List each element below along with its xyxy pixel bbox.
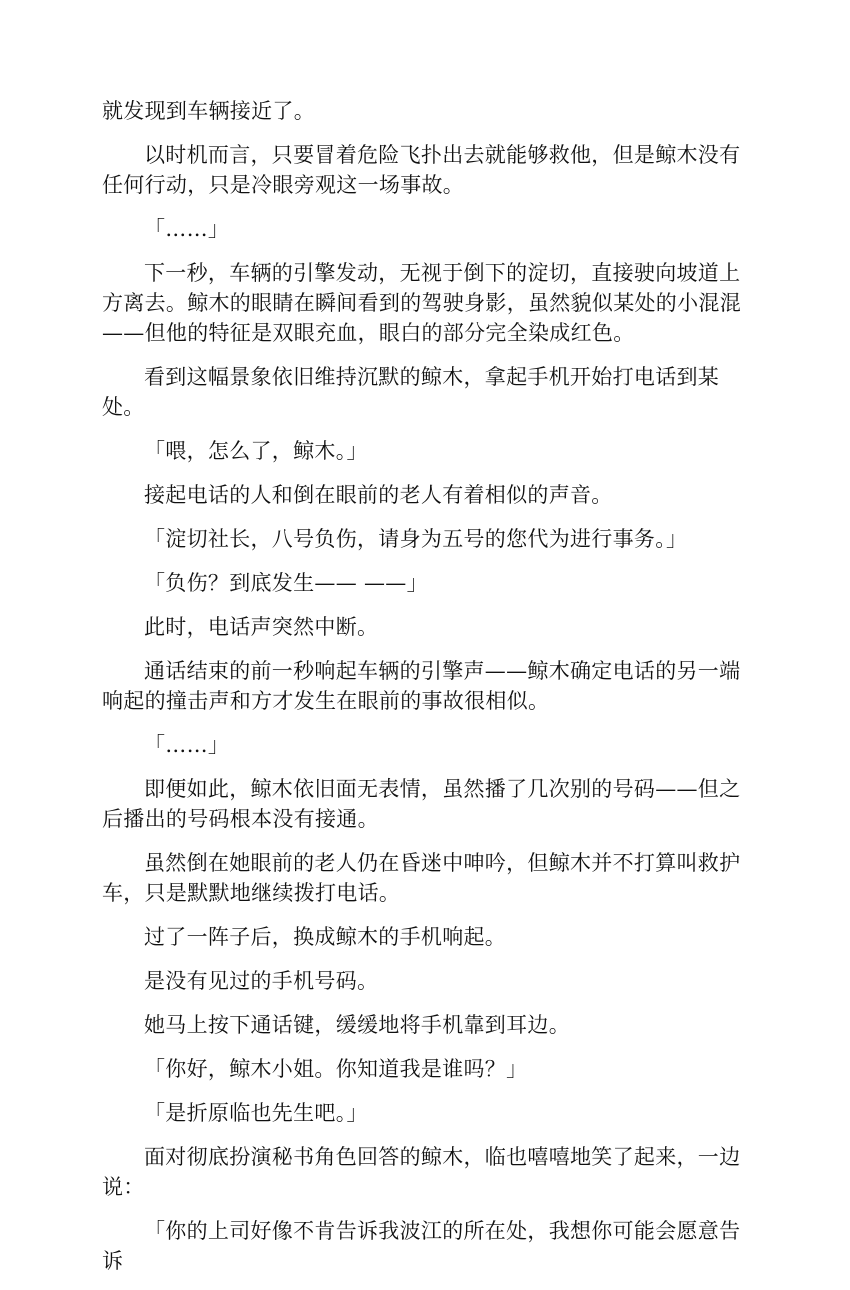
paragraph: 看到这幅景象依旧维持沉默的鲸木，拿起手机开始打电话到某处。 xyxy=(102,365,720,419)
paragraph: 下一秒，车辆的引擎发动，无视于倒下的淀切，直接驶向坡道上方离去。鲸木的眼睛在瞬间看到的驾驶身影，虽然貌似某处的小混混——但他的特征是双眼充血，眼白的部分完全染成红色。 xyxy=(102,261,741,345)
dialogue-line: 「……」 xyxy=(144,733,230,757)
paragraph: 此时，电话声突然中断。 xyxy=(144,615,379,639)
dialogue-line: 「负伤？到底发生—— ——」 xyxy=(144,571,428,595)
paragraph: 是没有见过的手机号码。 xyxy=(144,969,379,993)
paragraph: 接起电话的人和倒在眼前的老人有着相似的声音。 xyxy=(144,483,613,507)
dialogue-line: 「你好，鲸木小姐。你知道我是谁吗？」 xyxy=(144,1057,528,1081)
paragraph: 面对彻底扮演秘书角色回答的鲸木，临也嘻嘻地笑了起来，一边说： xyxy=(102,1145,741,1199)
paragraph: 过了一阵子后，换成鲸木的手机响起。 xyxy=(144,925,507,949)
paragraph: 以时机而言，只要冒着危险飞扑出去就能够救他，但是鲸木没有任何行动，只是冷眼旁观这一场事故。 xyxy=(102,143,741,197)
dialogue-line: 「你的上司好像不肯告诉我波江的所在处，我想你可能会愿意告诉 xyxy=(102,1219,741,1273)
paragraph: 虽然倒在她眼前的老人仍在昏迷中呻吟，但鲸木并不打算叫救护车，只是默默地继续拨打电话。 xyxy=(102,851,741,905)
dialogue-line: 「喂，怎么了，鲸木。」 xyxy=(144,439,368,463)
dialogue-line: 「是折原临也先生吧。」 xyxy=(144,1101,368,1125)
paragraph: 通话结束的前一秒响起车辆的引擎声——鲸木确定电话的另一端响起的撞击声和方才发生在眼前的事故很相似。 xyxy=(102,659,741,713)
paragraph: 即便如此，鲸木依旧面无表情，虽然播了几次别的号码——但之后播出的号码根本没有接通。 xyxy=(102,777,741,831)
paragraph: 就发现到车辆接近了。 xyxy=(102,99,315,123)
document-page xyxy=(102,96,747,1290)
dialogue-line: 「淀切社长，八号负伤，请身为五号的您代为进行事务。」 xyxy=(144,527,688,551)
paragraph: 她马上按下通话键，缓缓地将手机靠到耳边。 xyxy=(144,1013,570,1037)
dialogue-line: 「……」 xyxy=(144,217,230,241)
